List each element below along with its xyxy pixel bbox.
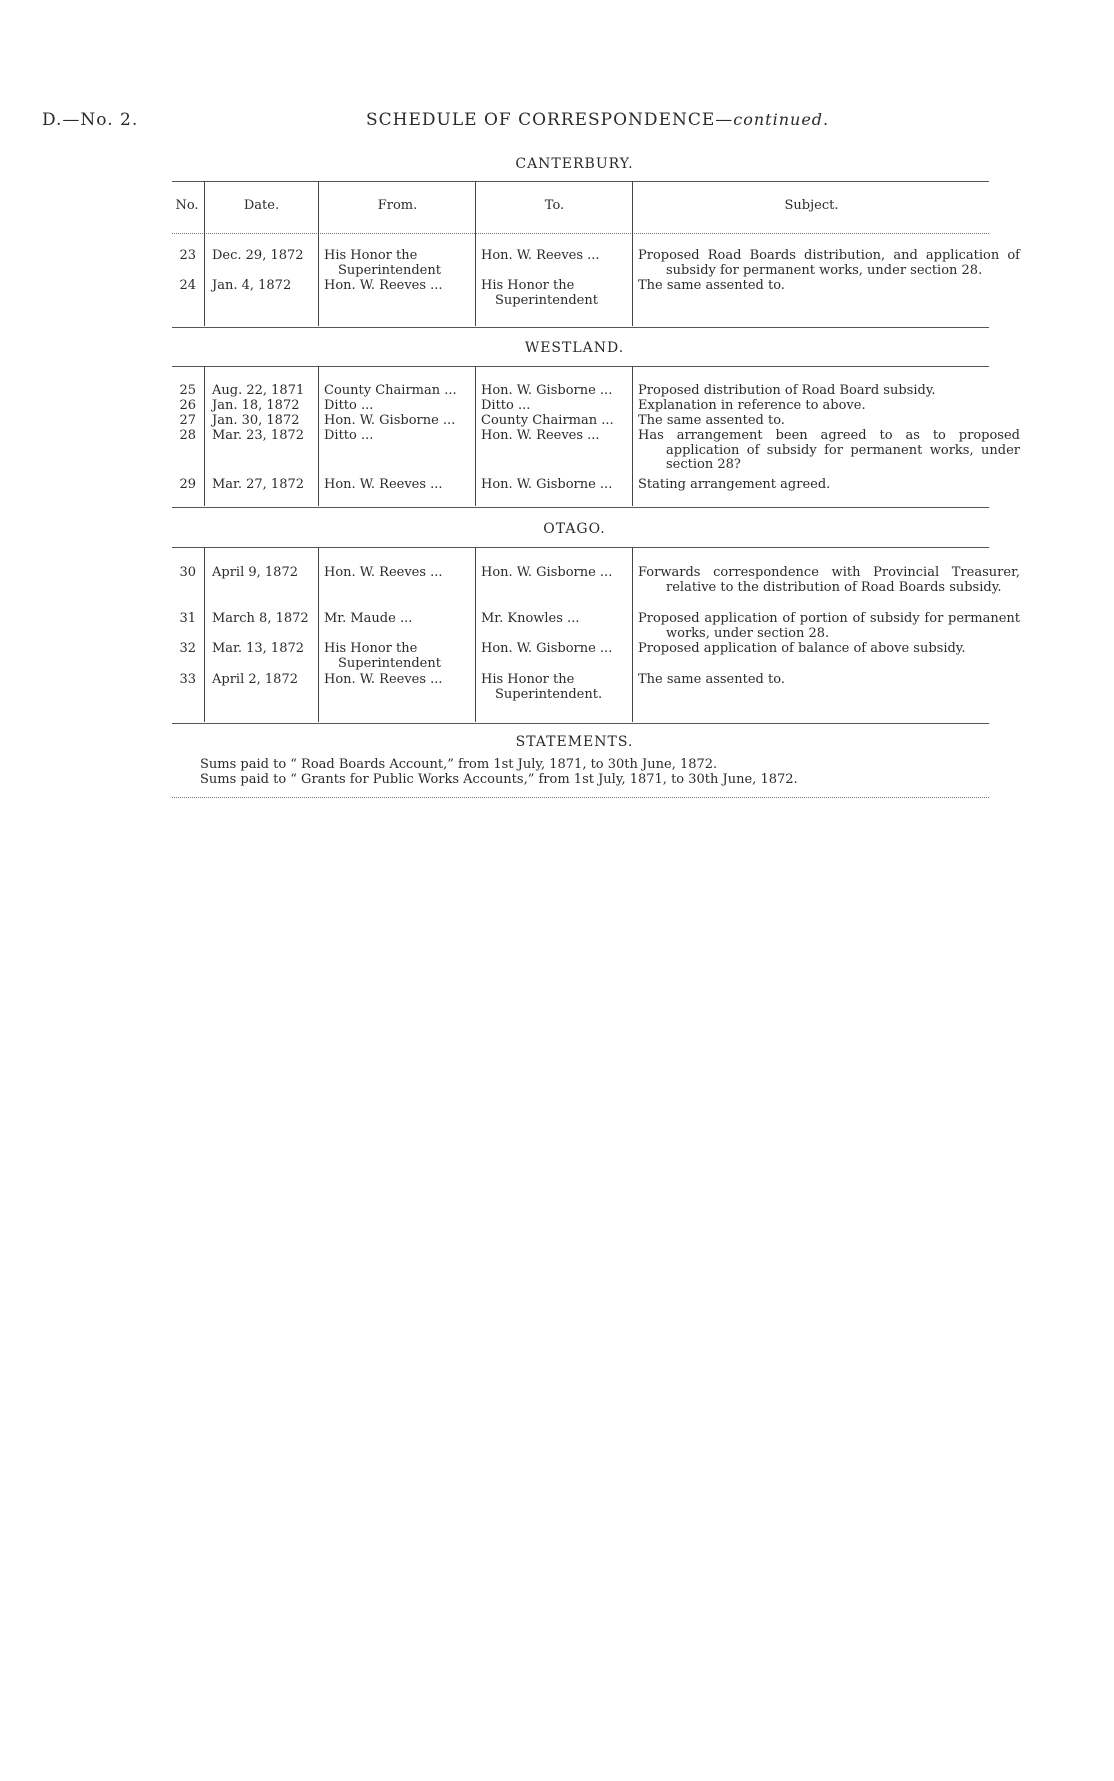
table-row-date: Jan. 18, 1872 bbox=[212, 398, 300, 413]
table-row-subject: Proposed Road Boards distribution, and application of subsidy for permanent works, under section 28. bbox=[638, 248, 1020, 278]
table-row-subject: Proposed application of balance of above subsidy. bbox=[638, 641, 966, 656]
section-top-rule bbox=[172, 547, 989, 548]
table-row-no: 25 bbox=[179, 383, 196, 398]
header-rule bbox=[172, 233, 989, 234]
table-row-subject: Explanation in reference to above. bbox=[638, 398, 866, 413]
table-row-date: Jan. 30, 1872 bbox=[212, 413, 300, 428]
table-top-rule bbox=[172, 181, 989, 182]
table-row-to: County Chairman ... bbox=[481, 413, 614, 428]
section-top-rule bbox=[172, 366, 989, 367]
section-end-rule bbox=[172, 507, 989, 508]
page-reference: D.—No. 2. bbox=[42, 110, 139, 130]
section-title-otago: OTAGO. bbox=[543, 521, 606, 537]
table-row-from: Mr. Maude ... bbox=[324, 611, 413, 626]
table-row-no: 31 bbox=[179, 611, 196, 626]
column-header-no: No. bbox=[175, 198, 199, 213]
statement-line: Sums paid to “ Grants for Public Works Accounts,” from 1st July, 1871, to 30th June, 1872. bbox=[200, 772, 798, 787]
table-row-subject: Proposed application of portion of subsidy for permanent works, under section 28. bbox=[638, 611, 1020, 641]
table-row-subject: Has arrangement been agreed to as to proposed application of subsidy for permanent works, under section 28? bbox=[638, 428, 1020, 472]
page-title bbox=[366, 110, 829, 130]
table-row-from: County Chairman ... bbox=[324, 383, 457, 398]
section-end-rule bbox=[172, 327, 989, 328]
table-row-date: April 2, 1872 bbox=[212, 672, 298, 687]
page-title-continued: continued. bbox=[733, 110, 830, 129]
statements-title: STATEMENTS. bbox=[515, 734, 634, 750]
table-row-subject: The same assented to. bbox=[638, 413, 785, 428]
table-row-from: Ditto ... bbox=[324, 428, 374, 443]
table-row-from: His Honor the Superintendent bbox=[324, 641, 441, 671]
table-row-date: March 8, 1872 bbox=[212, 611, 309, 626]
table-row-date: Mar. 23, 1872 bbox=[212, 428, 305, 443]
column-header-from: From. bbox=[377, 198, 418, 213]
column-divider bbox=[475, 366, 476, 506]
column-divider bbox=[475, 547, 476, 722]
column-divider bbox=[204, 181, 205, 326]
table-row-no: 29 bbox=[179, 477, 196, 492]
table-row-no: 30 bbox=[179, 565, 196, 580]
column-divider bbox=[632, 366, 633, 506]
table-row-from: Hon. W. Reeves ... bbox=[324, 672, 443, 687]
table-row-to: Hon. W. Gisborne ... bbox=[481, 477, 613, 492]
table-row-to: Hon. W. Reeves ... bbox=[481, 428, 600, 443]
table-row-subject: Stating arrangement agreed. bbox=[638, 477, 831, 492]
table-row-no: 26 bbox=[179, 398, 196, 413]
table-row-date: Dec. 29, 1872 bbox=[212, 248, 304, 263]
column-header-to: To. bbox=[544, 198, 565, 213]
table-row-from: Hon. W. Reeves ... bbox=[324, 565, 443, 580]
table-row-to: Hon. W. Reeves ... bbox=[481, 248, 600, 263]
table-row-to: Hon. W. Gisborne ... bbox=[481, 565, 613, 580]
page-title-main: SCHEDULE OF CORRESPONDENCE— bbox=[366, 110, 734, 130]
table-row-no: 32 bbox=[179, 641, 196, 656]
table-row-to: Ditto ... bbox=[481, 398, 531, 413]
table-row-from: Hon. W. Reeves ... bbox=[324, 278, 443, 293]
table-row-to: Hon. W. Gisborne ... bbox=[481, 383, 613, 398]
table-row-to: Hon. W. Gisborne ... bbox=[481, 641, 613, 656]
table-row-no: 24 bbox=[179, 278, 196, 293]
section-title-westland: WESTLAND. bbox=[524, 340, 625, 356]
table-row-from: Ditto ... bbox=[324, 398, 374, 413]
table-row-no: 28 bbox=[179, 428, 196, 443]
column-divider bbox=[204, 366, 205, 506]
column-divider bbox=[318, 366, 319, 506]
column-header-subject: Subject. bbox=[784, 198, 839, 213]
table-row-from: Hon. W. Gisborne ... bbox=[324, 413, 456, 428]
table-row-date: April 9, 1872 bbox=[212, 565, 298, 580]
column-divider bbox=[318, 181, 319, 326]
table-row-no: 27 bbox=[179, 413, 196, 428]
table-row-date: Mar. 13, 1872 bbox=[212, 641, 305, 656]
section-end-rule bbox=[172, 723, 989, 724]
table-row-from: His Honor the Superintendent bbox=[324, 248, 441, 278]
table-row-to: His Honor the Superintendent. bbox=[481, 672, 603, 702]
column-divider bbox=[318, 547, 319, 722]
table-row-date: Mar. 27, 1872 bbox=[212, 477, 305, 492]
table-row-from: Hon. W. Reeves ... bbox=[324, 477, 443, 492]
section-title-canterbury: CANTERBURY. bbox=[515, 156, 634, 172]
column-header-date: Date. bbox=[243, 198, 280, 213]
table-row-subject: The same assented to. bbox=[638, 672, 785, 687]
table-row-no: 33 bbox=[179, 672, 196, 687]
table-row-to: Mr. Knowles ... bbox=[481, 611, 580, 626]
table-row-date: Jan. 4, 1872 bbox=[212, 278, 292, 293]
statement-line: Sums paid to “ Road Boards Account,” from 1st July, 1871, to 30th June, 1872. bbox=[200, 757, 718, 772]
table-row-subject: Proposed distribution of Road Board subsidy. bbox=[638, 383, 936, 398]
table-row-no: 23 bbox=[179, 248, 196, 263]
column-divider bbox=[204, 547, 205, 722]
table-row-to: His Honor the Superintendent bbox=[481, 278, 598, 308]
table-row-subject: Forwards correspondence with Provincial Treasurer, relative to the distribution of Road Boards subsidy. bbox=[638, 565, 1020, 595]
page-end-rule bbox=[172, 797, 989, 798]
table-row-date: Aug. 22, 1871 bbox=[212, 383, 305, 398]
table-row-subject: The same assented to. bbox=[638, 278, 785, 293]
